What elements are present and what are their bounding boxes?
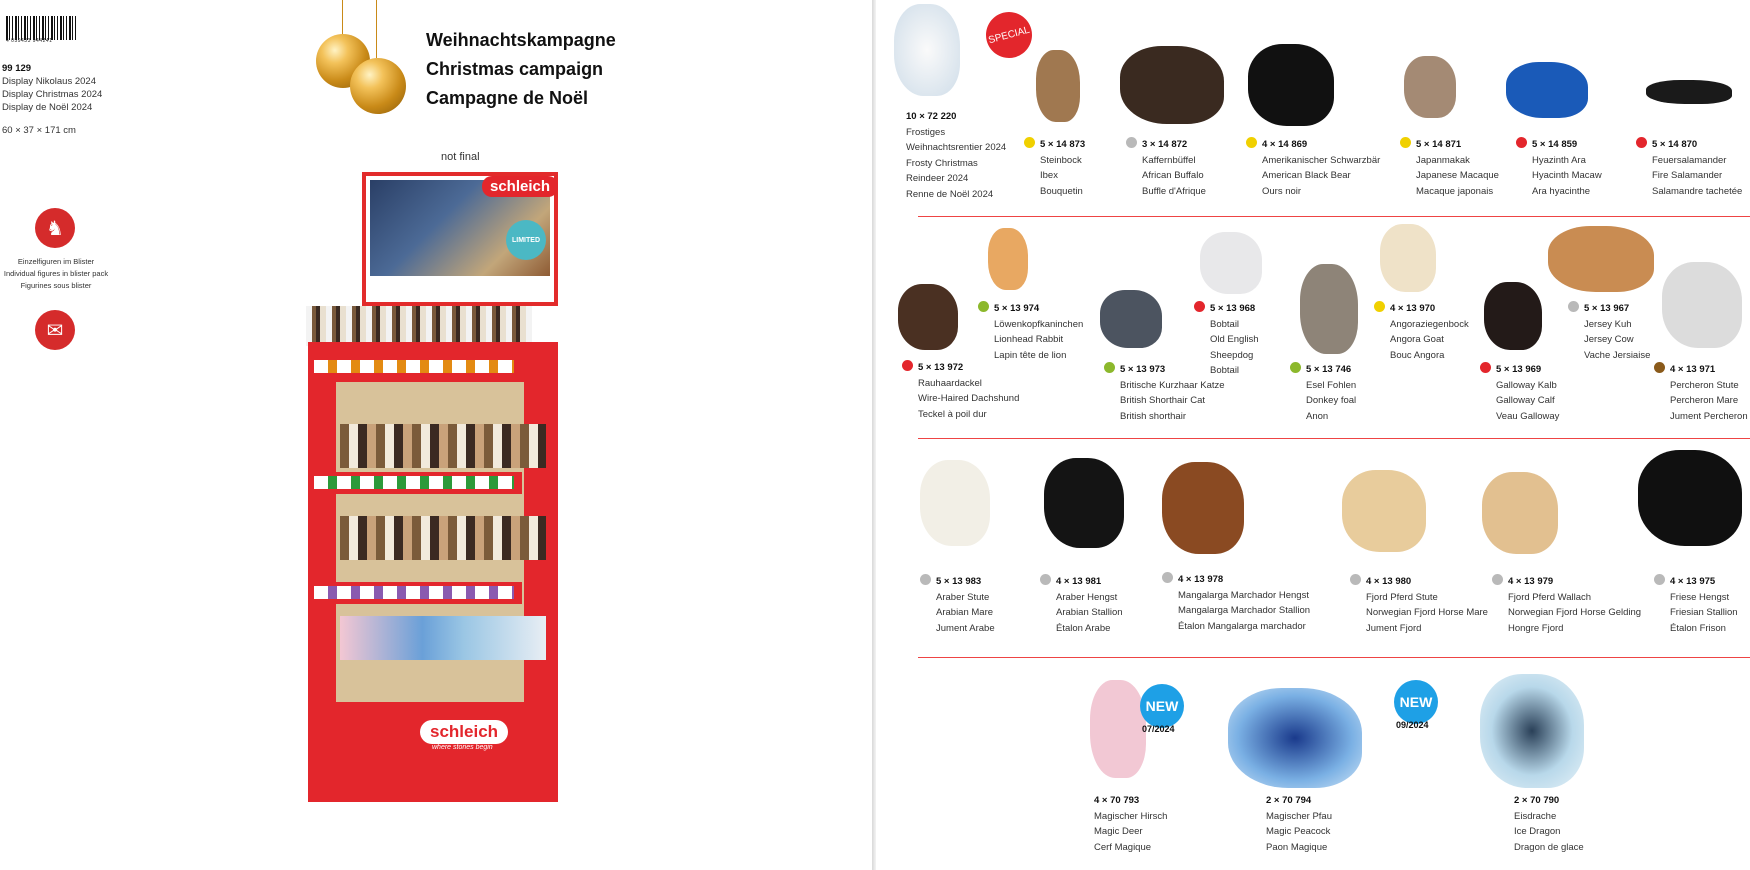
dachshund-figure — [898, 284, 958, 350]
product-name: Renne de Noël 2024 — [906, 188, 994, 200]
product-qty: 4 × 14 869 — [1262, 139, 1308, 150]
product-name: Japanmakak — [1416, 154, 1470, 166]
mangalarga-figure — [1162, 462, 1244, 554]
status-dot — [978, 301, 989, 312]
donkey-foal-figure — [1300, 264, 1358, 354]
left-page — [0, 0, 872, 870]
product-name: Étalon Arabe — [1056, 622, 1111, 634]
product-qty: 5 × 13 983 — [936, 576, 982, 587]
calf-figure — [1484, 282, 1542, 350]
product-calf — [1480, 362, 1559, 424]
shelf-figures — [340, 516, 546, 560]
ornament-string — [376, 0, 377, 58]
product-name: Dragon de glace — [1514, 841, 1584, 853]
product-donkey-foal — [1290, 362, 1356, 424]
status-dot — [1246, 137, 1257, 148]
ornament-ball-icon — [350, 58, 406, 114]
product-name: Amerikanischer Schwarzbär — [1262, 154, 1381, 166]
product-goat — [1374, 301, 1469, 363]
salamander-figure — [1646, 80, 1732, 104]
product-magic-deer — [1094, 793, 1167, 855]
row-divider — [918, 216, 1750, 217]
product-qty: 5 × 14 871 — [1416, 139, 1462, 150]
product-name: Britische Kurzhaar Katze — [1120, 379, 1225, 391]
product-name: Lionhead Rabbit — [994, 334, 1064, 345]
status-dot — [1568, 301, 1579, 312]
product-name: Angora Goat — [1390, 334, 1444, 345]
display-name-fr: Display de Noël 2024 — [2, 102, 93, 113]
product-name: Feuersalamander — [1652, 154, 1727, 166]
product-name: Friese Hengst — [1670, 591, 1730, 603]
new-date: 07/2024 — [1142, 724, 1175, 734]
blister-text-de: Einzelfiguren im Blister — [17, 257, 95, 266]
bobtail-figure — [1200, 232, 1262, 294]
product-name: Kaffernbüffel — [1142, 154, 1196, 166]
blister-text — [0, 256, 112, 292]
product-name: Norwegian Fjord Horse Mare — [1366, 607, 1488, 618]
shelf-middle — [308, 472, 522, 494]
product-name: Magischer Pfau — [1266, 810, 1333, 822]
product-name: Esel Fohlen — [1306, 379, 1357, 391]
magic-deer-figure — [1090, 680, 1146, 778]
product-name: Angoraziegenbock — [1390, 318, 1469, 330]
article-block — [2, 62, 102, 137]
product-name: Étalon Frison — [1670, 622, 1726, 634]
status-dot — [1480, 362, 1491, 373]
status-dot — [1400, 137, 1411, 148]
cat-figure — [1100, 290, 1162, 348]
product-qty: 5 × 13 967 — [1584, 303, 1630, 314]
status-dot — [1492, 574, 1503, 585]
barcode-number: 4 059433 944241 — [6, 38, 53, 44]
barcode — [6, 16, 78, 40]
product-qty: 4 × 13 971 — [1670, 364, 1716, 375]
product-name: Wire-Haired Dachshund — [918, 393, 1020, 404]
product-arabian-stallion — [1040, 574, 1123, 636]
product-qty: 5 × 13 973 — [1120, 364, 1166, 375]
ornament-string — [342, 0, 343, 36]
product-qty: 4 × 13 975 — [1670, 576, 1716, 587]
product-name: Araber Hengst — [1056, 591, 1118, 603]
product-name: Salamandre tachetée — [1652, 185, 1743, 197]
product-qty: 4 × 13 970 — [1390, 303, 1436, 314]
product-fjord-mare — [1350, 574, 1488, 636]
status-dot — [1126, 137, 1137, 148]
status-dot — [1290, 362, 1301, 373]
product-name: Galloway Kalb — [1496, 379, 1557, 391]
product-name: Rauhaardackel — [918, 377, 982, 389]
product-name: Weihnachtsrentier 2024 — [906, 142, 1007, 153]
product-name: Mangalarga Marchador Stallion — [1178, 605, 1311, 616]
product-name: Percheron Mare — [1670, 395, 1739, 406]
product-name: Macaque japonais — [1416, 185, 1494, 197]
product-qty: 5 × 14 870 — [1652, 139, 1698, 150]
ice-dragon-figure — [1480, 674, 1584, 788]
top-figures — [306, 306, 532, 346]
right-page — [876, 0, 1750, 870]
ibex-figure — [1036, 50, 1080, 122]
product-name: Araber Stute — [936, 591, 990, 603]
display-name-de: Display Nikolaus 2024 — [2, 76, 96, 87]
arabian-mare-figure — [920, 460, 990, 546]
fjord-mare-figure — [1342, 470, 1426, 552]
title-de: Weihnachtskampagne — [426, 30, 616, 50]
status-dot — [1350, 574, 1361, 585]
product-name: Magischer Hirsch — [1094, 810, 1168, 822]
fjord-gelding-figure — [1482, 472, 1558, 554]
row-divider — [918, 657, 1750, 658]
product-qty: 4 × 13 981 — [1056, 576, 1102, 587]
product-name: Jersey Kuh — [1584, 318, 1632, 330]
product-name: Vache Jersiaise — [1584, 349, 1651, 361]
title-fr: Campagne de Noël — [426, 88, 589, 108]
new-badge: NEW — [1140, 684, 1184, 728]
stand-inner — [336, 382, 524, 702]
product-friesian — [1654, 574, 1738, 636]
product-name: Bobtail — [1210, 318, 1240, 330]
product-name: Bouc Angora — [1390, 349, 1445, 361]
product-name: Ibex — [1040, 170, 1058, 181]
product-name: Jument Fjord — [1366, 622, 1422, 634]
cow-figure — [1548, 226, 1654, 292]
product-macaque — [1400, 137, 1499, 199]
product-name: Teckel à poil dur — [918, 408, 987, 420]
product-rabbit — [978, 301, 1083, 363]
product-qty: 5 × 14 873 — [1040, 139, 1086, 150]
product-qty: 2 × 70 790 — [1514, 795, 1560, 806]
product-name: Galloway Calf — [1496, 395, 1555, 406]
product-name: Friesian Stallion — [1670, 607, 1738, 618]
product-name: Lapin tête de lion — [994, 349, 1067, 361]
new-badge: NEW — [1394, 680, 1438, 724]
product-name: British Shorthair Cat — [1120, 395, 1206, 406]
reindeer-figure — [894, 4, 960, 96]
product-name: American Black Bear — [1262, 170, 1351, 181]
product-name: Paon Magique — [1266, 841, 1328, 853]
product-name: British shorthair — [1120, 410, 1186, 422]
stand-header-logo: schleich — [482, 176, 558, 197]
status-dot — [1040, 574, 1051, 585]
product-qty: 5 × 13 746 — [1306, 364, 1352, 375]
goat-figure — [1380, 224, 1436, 292]
product-reindeer — [906, 109, 1006, 202]
product-ibex — [1024, 137, 1085, 199]
product-name: Frosty Christmas — [906, 157, 978, 169]
product-mangalarga — [1162, 572, 1310, 634]
product-name: Hyacinth Macaw — [1532, 170, 1602, 181]
arabian-stallion-figure — [1044, 458, 1124, 548]
product-name: Old English — [1210, 334, 1259, 345]
product-arabian-mare — [920, 574, 995, 636]
product-name: Magic Peacock — [1266, 826, 1331, 837]
limited-badge: LIMITED — [506, 220, 546, 260]
macaw-figure — [1506, 62, 1588, 118]
product-name: Fire Salamander — [1652, 170, 1723, 181]
product-name: Frostiges — [906, 126, 946, 138]
status-dot — [1654, 362, 1665, 373]
blister-figure-icon: ♞ — [35, 208, 75, 248]
title-en: Christmas campaign — [426, 59, 604, 79]
percheron-figure — [1662, 262, 1742, 348]
product-name: Eisdrache — [1514, 810, 1557, 822]
product-name: Steinbock — [1040, 154, 1082, 166]
envelope-icon: ✉ — [35, 310, 75, 350]
product-name: Japanese Macaque — [1416, 170, 1499, 181]
status-dot — [1654, 574, 1665, 585]
product-fjord-gelding — [1492, 574, 1641, 636]
product-percheron — [1654, 362, 1748, 424]
stand-base-logo: schleich — [420, 720, 508, 744]
product-name: Cerf Magique — [1094, 841, 1152, 853]
status-dot — [1374, 301, 1385, 312]
product-qty: 4 × 13 980 — [1366, 576, 1412, 587]
campaign-title — [426, 26, 616, 113]
product-cow — [1568, 301, 1650, 363]
status-dot — [902, 360, 913, 371]
article-number: 99 129 — [2, 63, 32, 74]
product-qty: 4 × 70 793 — [1094, 795, 1140, 806]
product-qty: 5 × 13 969 — [1496, 364, 1542, 375]
status-dot — [1162, 572, 1173, 583]
shelf-strip — [314, 586, 514, 599]
status-dot — [1024, 137, 1035, 148]
product-name: Jument Arabe — [936, 622, 995, 634]
product-name: Arabian Mare — [936, 607, 994, 618]
status-dot — [1516, 137, 1527, 148]
product-qty: 4 × 13 978 — [1178, 574, 1224, 585]
product-name: Veau Galloway — [1496, 410, 1560, 422]
product-qty: 5 × 13 968 — [1210, 303, 1256, 314]
product-name: Donkey foal — [1306, 395, 1357, 406]
product-name: Ara hyacinthe — [1532, 185, 1591, 197]
product-qty: 10 × 72 220 — [906, 111, 957, 122]
product-name: Norwegian Fjord Horse Gelding — [1508, 607, 1642, 618]
special-badge: SPECIAL — [981, 7, 1037, 63]
magic-peacock-figure — [1228, 688, 1362, 788]
status-dot — [1194, 301, 1205, 312]
product-name: Reindeer 2024 — [906, 173, 969, 184]
shelf-lower — [308, 582, 522, 604]
stand-slogan: where stories begin — [432, 744, 493, 751]
friesian-figure — [1638, 450, 1742, 546]
shelf-figures — [340, 424, 546, 468]
product-name: Hongre Fjord — [1508, 622, 1564, 634]
product-name: Percheron Stute — [1670, 379, 1739, 391]
macaque-figure — [1404, 56, 1456, 118]
shelf-strip — [314, 360, 514, 373]
buffalo-figure — [1120, 46, 1224, 124]
product-name: Anon — [1306, 410, 1329, 422]
product-name: Étalon Mangalarga marchador — [1178, 620, 1306, 632]
product-ice-dragon — [1514, 793, 1584, 855]
product-qty: 4 × 13 979 — [1508, 576, 1554, 587]
product-dachshund — [902, 360, 1019, 422]
product-name: Ice Dragon — [1514, 826, 1561, 837]
product-name: Löwenkopfkaninchen — [994, 318, 1084, 330]
product-qty: 5 × 13 974 — [994, 303, 1040, 314]
product-name: Buffle d'Afrique — [1142, 185, 1206, 197]
product-name: Jersey Cow — [1584, 334, 1634, 345]
status-dot — [920, 574, 931, 585]
product-qty: 5 × 14 859 — [1532, 139, 1578, 150]
bear-figure — [1248, 44, 1334, 126]
display-name-en: Display Christmas 2024 — [2, 89, 103, 100]
shelf-top — [308, 356, 522, 378]
product-name: Bobtail — [1210, 365, 1240, 376]
status-dot — [1104, 362, 1115, 373]
product-magic-peacock — [1266, 793, 1332, 855]
product-name: Magic Deer — [1094, 826, 1143, 837]
product-qty: 5 × 13 972 — [918, 362, 964, 373]
new-date: 09/2024 — [1396, 720, 1429, 730]
product-bear — [1246, 137, 1380, 199]
product-name: Fjord Pferd Wallach — [1508, 591, 1592, 603]
blister-text-fr: Figurines sous blister — [20, 281, 92, 290]
blister-text-en: Individual figures in blister pack — [3, 269, 109, 278]
product-name: African Buffalo — [1142, 170, 1204, 181]
product-name: Arabian Stallion — [1056, 607, 1123, 618]
product-name: Hyazinth Ara — [1532, 154, 1586, 166]
product-name: Bouquetin — [1040, 185, 1083, 197]
dimensions: 60 × 37 × 171 cm — [2, 125, 76, 136]
product-qty: 2 × 70 794 — [1266, 795, 1312, 806]
product-macaw — [1516, 137, 1602, 199]
shelf-figures-fantasy — [340, 616, 546, 660]
product-name: Mangalarga Marchador Hengst — [1178, 589, 1309, 601]
product-name: Jument Percheron — [1670, 410, 1748, 422]
product-bobtail — [1194, 301, 1259, 379]
product-name: Sheepdog — [1210, 349, 1254, 361]
shelf-strip — [314, 476, 514, 489]
not-final-label: not final — [441, 151, 480, 163]
row-divider — [918, 438, 1750, 439]
product-name: Fjord Pferd Stute — [1366, 591, 1438, 603]
product-qty: 3 × 14 872 — [1142, 139, 1188, 150]
product-buffalo — [1126, 137, 1206, 199]
product-salamander — [1636, 137, 1742, 199]
rabbit-figure — [988, 228, 1028, 290]
status-dot — [1636, 137, 1647, 148]
product-name: Ours noir — [1262, 185, 1302, 197]
